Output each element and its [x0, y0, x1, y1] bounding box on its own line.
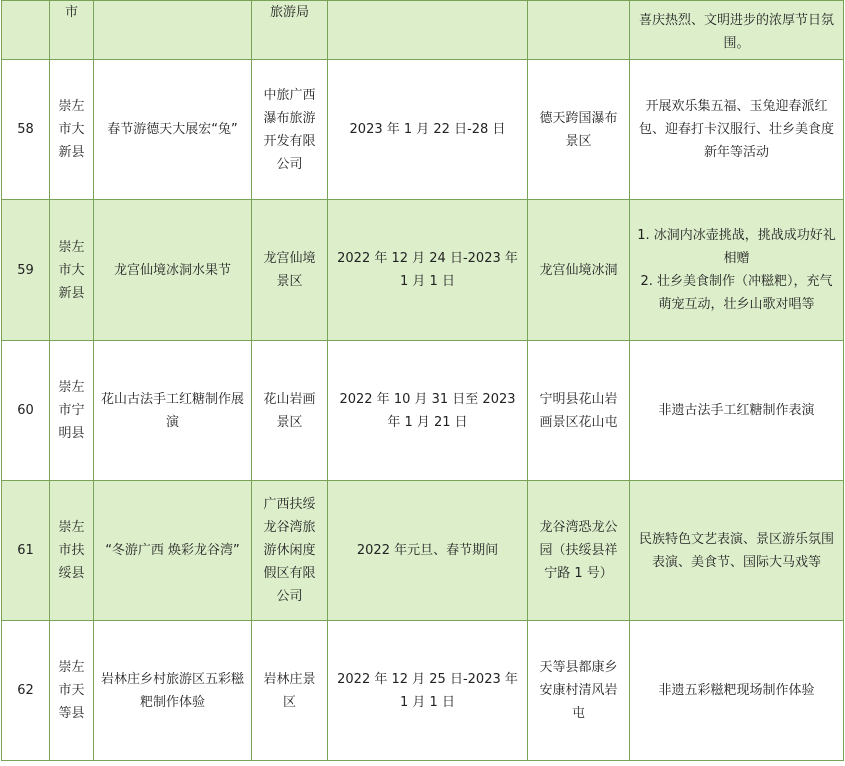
- organizer: 花山岩画景区: [252, 341, 328, 481]
- activity-name: 岩林庄乡村旅游区五彩糍粑制作体验: [94, 621, 252, 761]
- activity-name: 春节游德天大展宏“兔”: [94, 60, 252, 200]
- activity-time: 2022 年 12 月 25 日-2023 年 1 月 1 日: [328, 621, 528, 761]
- organizer: 旅游局: [252, 1, 328, 60]
- table-row: [2, 341, 844, 481]
- activity-name: 龙宫仙境冰洞水果节: [94, 200, 252, 341]
- activity-name: [94, 1, 252, 60]
- activity-content: 1. 冰洞内冰壶挑战，挑战成功好礼相赠 2. 壮乡美食制作（冲糍粑），充气萌宠互动，壮乡山歌对唱等: [630, 200, 844, 341]
- activity-place: 龙宫仙境冰洞: [528, 200, 630, 341]
- activity-content: 非遗古法手工红糖制作表演: [630, 341, 844, 481]
- activity-name: “冬游广西 焕彩龙谷湾”: [94, 481, 252, 621]
- organizer: 中旅广西瀑布旅游开发有限公司: [252, 60, 328, 200]
- table-row: [2, 60, 844, 200]
- activity-place: 天等县都康乡安康村清风岩屯: [528, 621, 630, 761]
- activity-place: 德天跨国瀑布景区: [528, 60, 630, 200]
- activity-time: [328, 1, 528, 60]
- activity-time: 2022 年 10 月 31 日至 2023 年 1 月 21 日: [328, 341, 528, 481]
- activity-content: 开展欢乐集五福、玉兔迎春派红包、迎春打卡汉服行、壮乡美食度新年等活动: [630, 60, 844, 200]
- table-row: [2, 621, 844, 761]
- city-county: 崇左市扶绥县: [50, 481, 94, 621]
- row-number: 59: [2, 200, 50, 341]
- organizer: 岩林庄景区: [252, 621, 328, 761]
- activity-time: 2022 年元旦、春节期间: [328, 481, 528, 621]
- city-county: 崇左市宁明县: [50, 341, 94, 481]
- organizer: 广西扶绥龙谷湾旅游休闲度假区有限公司: [252, 481, 328, 621]
- activity-time: 2022 年 12 月 24 日-2023 年 1 月 1 日: [328, 200, 528, 341]
- activity-content: 喜庆热烈、文明进步的浓厚节日氛围。: [630, 1, 844, 60]
- activity-place: 龙谷湾恐龙公园（扶绥县祥宁路 1 号）: [528, 481, 630, 621]
- row-number: [2, 1, 50, 60]
- activity-content: 民族特色文艺表演、景区游乐氛围表演、美食节、国际大马戏等: [630, 481, 844, 621]
- row-number: 60: [2, 341, 50, 481]
- row-number: 58: [2, 60, 50, 200]
- activity-name: 花山古法手工红糖制作展演: [94, 341, 252, 481]
- activity-table: [1, 0, 844, 761]
- row-number: 61: [2, 481, 50, 621]
- activity-place: 宁明县花山岩画景区花山屯: [528, 341, 630, 481]
- table-row: [2, 1, 844, 60]
- row-number: 62: [2, 621, 50, 761]
- activity-place: [528, 1, 630, 60]
- activity-content: 非遗五彩糍粑现场制作体验: [630, 621, 844, 761]
- city-county: 崇左市天等县: [50, 621, 94, 761]
- city-county: 崇左市大新县: [50, 60, 94, 200]
- activity-time: 2023 年 1 月 22 日-28 日: [328, 60, 528, 200]
- table-row: [2, 481, 844, 621]
- city-county: 崇左市大新县: [50, 200, 94, 341]
- city-county: 市: [50, 1, 94, 60]
- table-row: [2, 200, 844, 341]
- organizer: 龙宫仙境景区: [252, 200, 328, 341]
